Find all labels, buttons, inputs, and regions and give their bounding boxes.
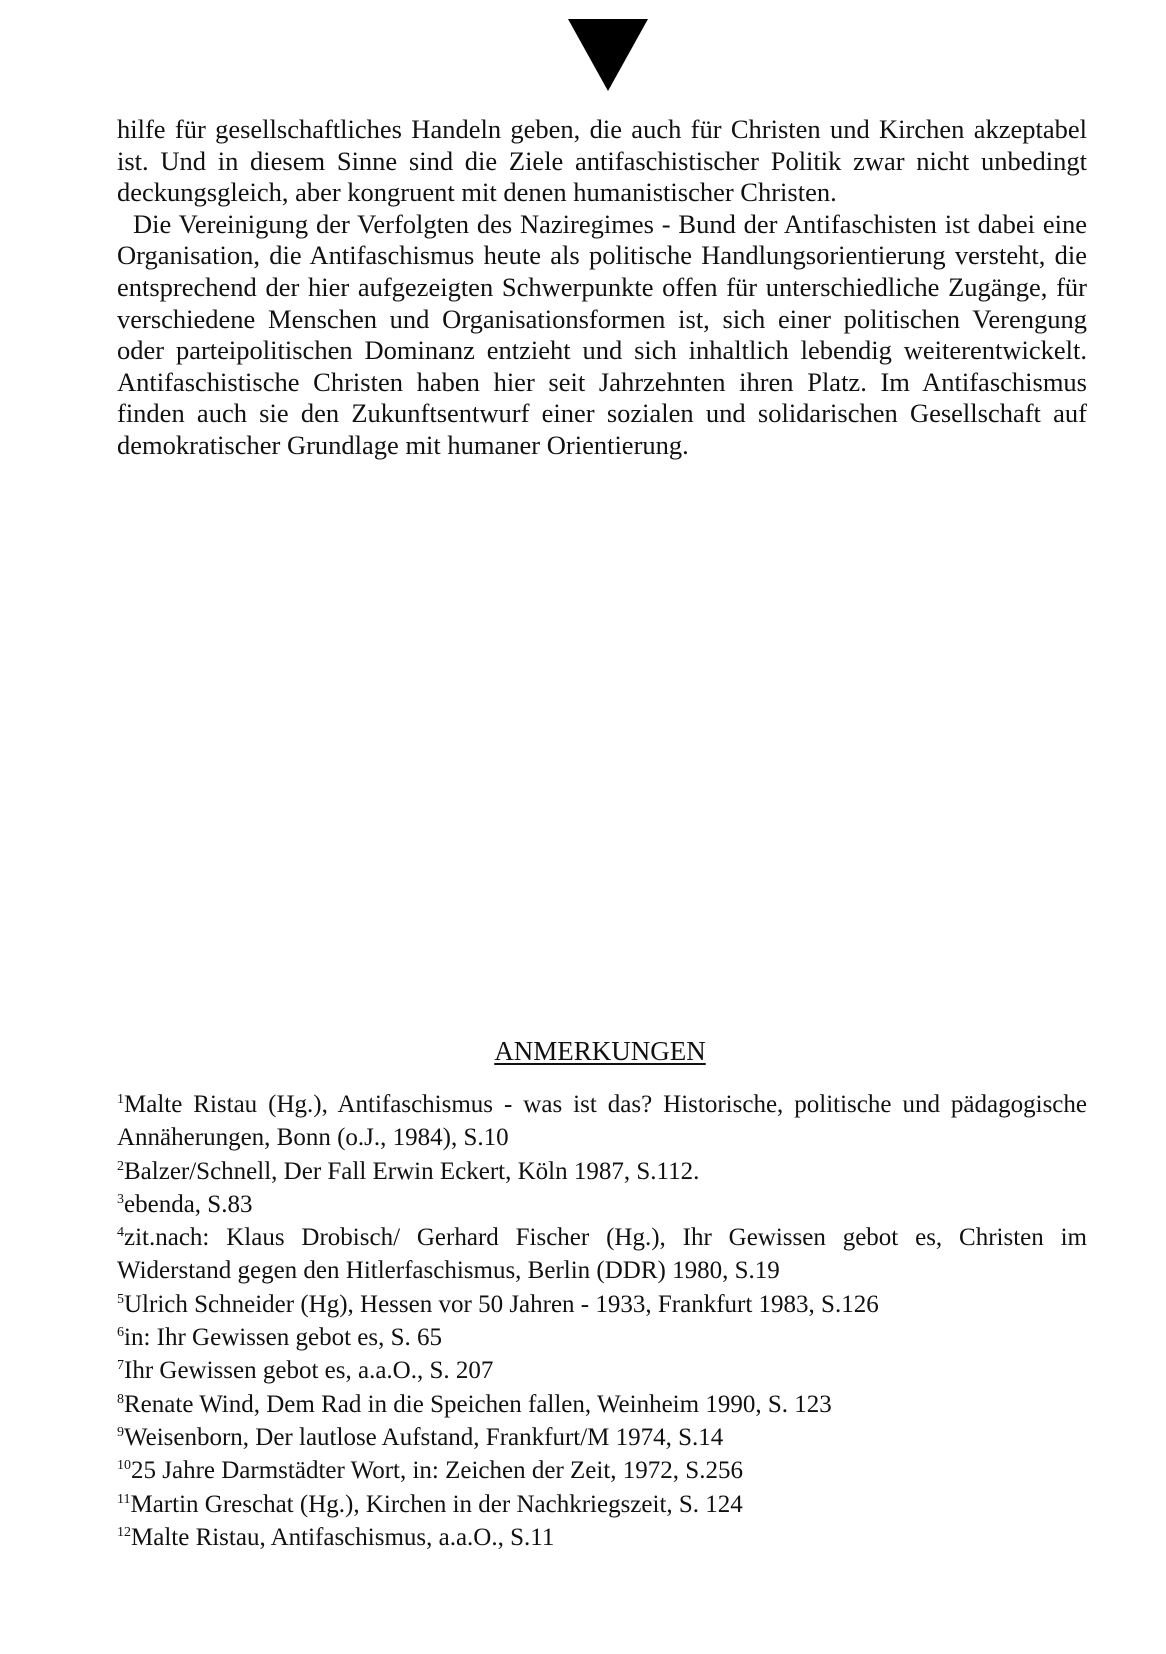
note-item: [117, 1354, 1087, 1387]
note-number: 2: [117, 1158, 124, 1174]
note-item: [117, 1321, 1087, 1354]
notes-heading-text: ANMERKUNGEN: [494, 1036, 706, 1066]
note-text: Ulrich Schneider (Hg), Hessen vor 50 Jahren - 1933, Frankfurt 1983, S.126: [124, 1290, 879, 1318]
note-number: 6: [117, 1325, 124, 1341]
note-number: 12: [117, 1524, 131, 1540]
note-item: [117, 1221, 1087, 1288]
note-number: 5: [117, 1291, 124, 1307]
note-item: [117, 1088, 1087, 1155]
note-item: [117, 1421, 1087, 1454]
note-text: 25 Jahre Darmstädter Wort, in: Zeichen der Zeit, 1972, S.256: [131, 1457, 743, 1485]
note-text: ebenda, S.83: [124, 1190, 253, 1218]
note-item: [117, 1288, 1087, 1321]
body-text: [117, 114, 1087, 462]
note-item: [117, 1488, 1087, 1521]
note-text: Malte Ristau (Hg.), Antifaschismus - was ist das? Historische, politische und pädagogische Annäherungen, Bonn (o.J., 1984), S.10: [117, 1091, 1087, 1152]
note-text: Balzer/Schnell, Der Fall Erwin Eckert, Köln 1987, S.112.: [124, 1157, 700, 1185]
body-paragraph-1: hilfe für gesellschaftliches Handeln geben, die auch für Christen und Kirchen akzeptabel ist. Und in diesem Sinne sind die Ziele antifaschistischer Politik zwar nicht unbedingt deckungsgleich, aber kongruent mit denen humanistischer Christen.: [117, 114, 1087, 208]
note-text: Renate Wind, Dem Rad in die Speichen fallen, Weinheim 1990, S. 123: [124, 1390, 832, 1418]
notes-heading: [0, 1035, 1166, 1067]
note-item: [117, 1155, 1087, 1188]
note-item: [117, 1454, 1087, 1487]
note-text: Martin Greschat (Hg.), Kirchen in der Nachkriegszeit, S. 124: [130, 1490, 743, 1518]
note-number: 7: [117, 1358, 124, 1374]
note-number: 11: [117, 1491, 131, 1507]
note-number: 3: [117, 1191, 124, 1207]
note-item: [117, 1188, 1087, 1221]
note-text: Malte Ristau, Antifaschismus, a.a.O., S.11: [131, 1523, 555, 1551]
notes-list: [117, 1088, 1087, 1554]
note-item: [117, 1388, 1087, 1421]
body-paragraph-2: Die Vereinigung der Verfolgten des Naziregimes - Bund der Antifaschisten ist dabei eine Organisation, die Antifaschismus heute als politische Handlungsorientierung versteht, die entsprechend der hier aufgezeigten Schwerpunkte offen für unterschiedliche Zugänge, für verschiedene Menschen und Organisationsformen ist, sich einer politischen Verengung oder parteipolitischen Dominanz entzieht und sich inhaltlich lebendig weiterentwickelt. Antifaschistische Christen haben hier seit Jahrzehnten ihren Platz. Im Antifaschismus finden auch sie den Zukunftsentwurf einer sozialen und solidarischen Gesellschaft auf demokratischer Grundlage mit humaner Orientierung.: [117, 208, 1087, 460]
note-number: 9: [117, 1424, 124, 1440]
note-number: 10: [117, 1458, 131, 1474]
note-number: 1: [117, 1092, 124, 1107]
note-item: [117, 1521, 1087, 1554]
note-text: zit.nach: Klaus Drobisch/ Gerhard Fischer (Hg.), Ihr Gewissen gebot es, Christen im Widerstand gegen den Hitlerfaschismus, Berlin (DDR) 1980, S.19: [117, 1224, 1087, 1285]
note-text: Ihr Gewissen gebot es, a.a.O., S. 207: [124, 1357, 494, 1385]
note-text: Weisenborn, Der lautlose Aufstand, Frankfurt/M 1974, S.14: [124, 1423, 724, 1451]
note-number: 8: [117, 1391, 124, 1407]
note-text: in: Ihr Gewissen gebot es, S. 65: [124, 1324, 443, 1352]
note-number: 4: [117, 1225, 124, 1241]
triangle-marker-icon: [568, 19, 648, 91]
